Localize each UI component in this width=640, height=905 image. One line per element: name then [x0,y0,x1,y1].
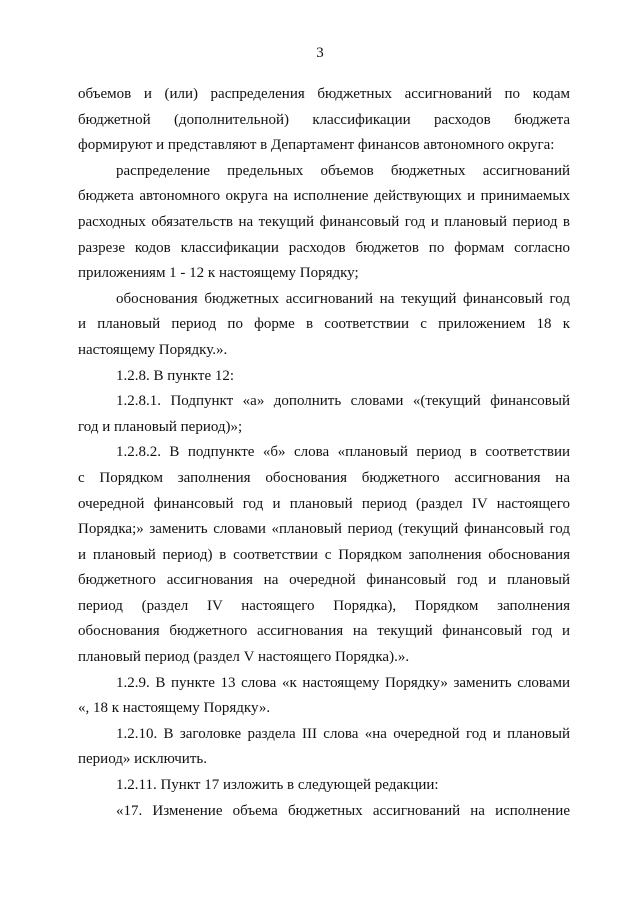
text-line: период (раздел IV настоящего Порядка), Порядком заполнения [78,597,570,614]
text-line: и плановый период) в соответствии с Порядком заполнения обоснования [78,546,570,563]
paragraph-justification [78,287,570,364]
text-line: год и плановый период)»; [78,418,243,435]
text-line: 1.2.8.1. Подпункт «а» дополнить словами «(текущий финансовый [116,393,570,410]
text-line: плановый период (раздел V настоящего Порядка).». [78,649,410,666]
text-line: «17. Изменение объема бюджетных ассигнований на исполнение [116,802,570,819]
text-line: формируют и представляют в Департамент финансов автономного округа: [78,137,555,154]
text-line: очередной финансовый год и плановый период (раздел IV настоящего [78,495,570,512]
paragraph-item-1-2-8 [78,364,570,390]
text-line: разрезе кодов классификации расходов бюджетов по формам согласно [78,239,570,256]
text-line: приложениям 1 - 12 к настоящему Порядку; [78,265,359,282]
text-line: объемов и (или) распределения бюджетных ассигнований по кодам [78,86,570,102]
paragraph-distribution [78,159,570,287]
text-line: бюджетной (дополнительной) классификации расходов бюджета [78,111,570,128]
document-body [78,82,570,824]
page-number: 3 [316,45,324,61]
text-line: Порядка;» заменить словами «плановый период (текущий финансовый год [78,521,570,538]
text-line: 1.2.8. В пункте 12: [116,367,235,384]
text-line: обоснования бюджетного ассигнования на текущий финансовый год и [78,623,570,640]
paragraph-item-1-2-8-2 [78,440,570,670]
text-line: бюджетного ассигнования на очередной финансовый год и плановый [78,572,570,589]
text-line: и плановый период по форме в соответствии с приложением 18 к [78,316,570,333]
text-line: с Порядком заполнения обоснования бюджетного ассигнования на [78,469,570,486]
text-line: настоящему Порядку.». [78,341,228,358]
text-line: обоснования бюджетных ассигнований на текущий финансовый год [116,290,570,307]
text-line: период» исключить. [78,751,207,768]
paragraph-item-17-quote [78,799,570,825]
text-line: бюджета автономного округа на исполнение действующих и принимаемых [78,188,570,205]
paragraph-item-1-2-11 [78,773,570,799]
text-line: 1.2.11. Пункт 17 изложить в следующей редакции: [116,777,439,794]
text-line: 1.2.10. В заголовке раздела III слова «на очередной год и плановый [116,725,570,742]
paragraph-item-1-2-9 [78,671,570,722]
text-line: 1.2.8.2. В подпункте «б» слова «плановый период в соответствии [116,444,570,461]
text-line: распределение предельных объемов бюджетных ассигнований [116,162,570,179]
text-line: 1.2.9. В пункте 13 слова «к настоящему Порядку» заменить словами [116,674,570,691]
paragraph-item-1-2-8-1 [78,389,570,440]
paragraph-continuation [78,82,570,159]
text-line: расходных обязательств на текущий финансовый год и плановый период в [78,213,570,230]
text-line: «, 18 к настоящему Порядку». [78,700,271,717]
paragraph-item-1-2-10 [78,722,570,773]
